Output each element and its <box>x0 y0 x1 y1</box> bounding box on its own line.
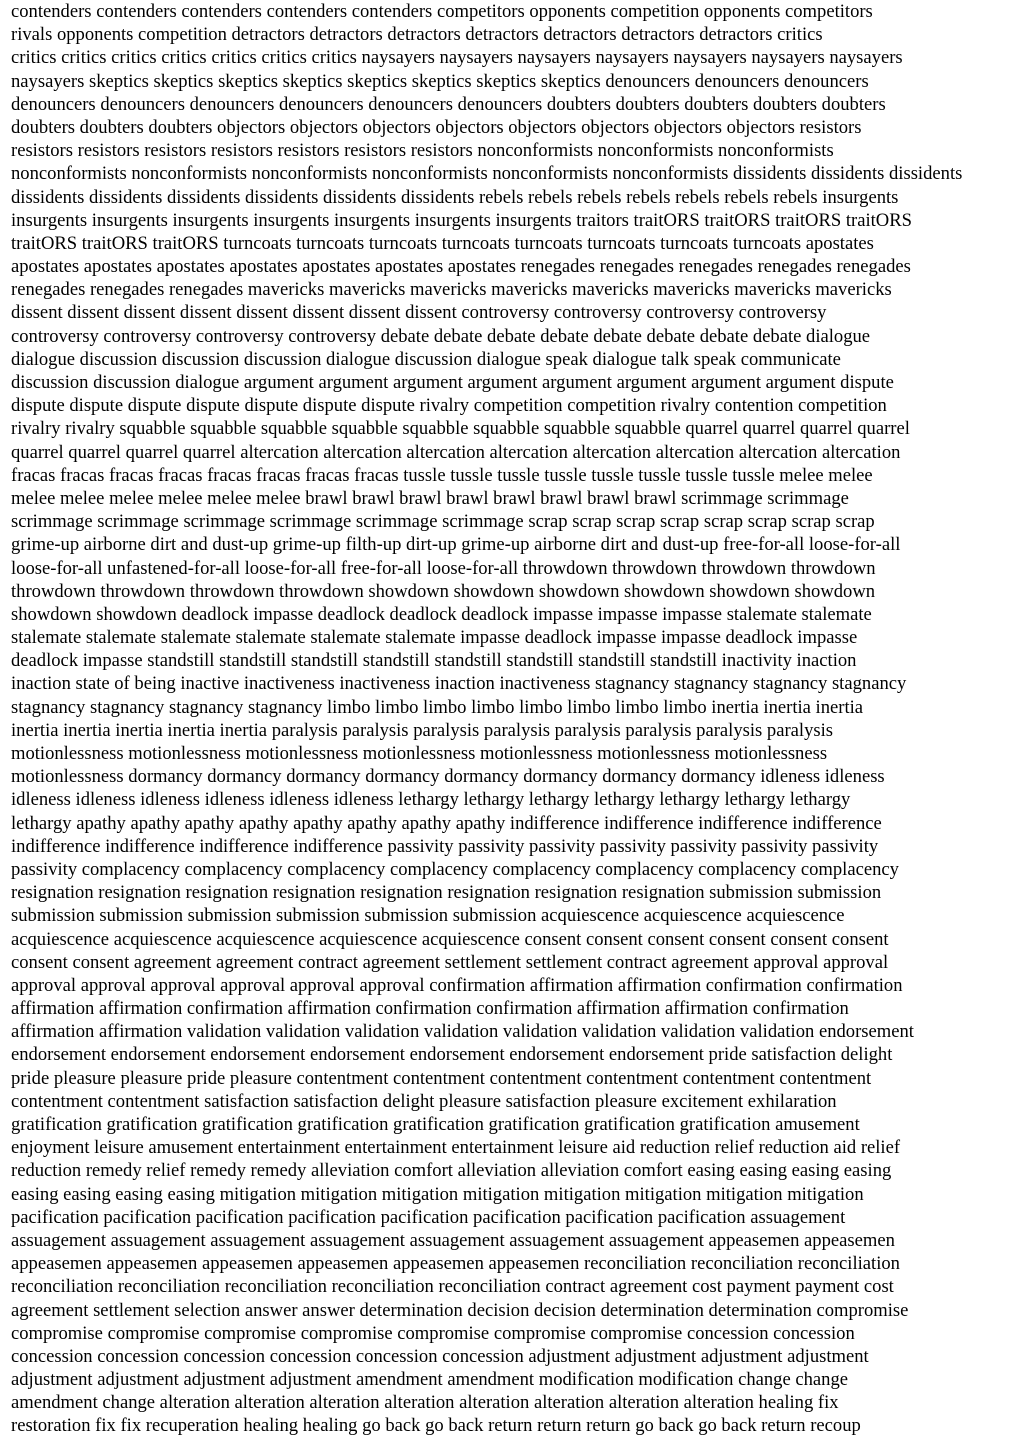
text-line: amendment change alteration alteration alteration alteration alteration alteration alteration alteration healing fix <box>11 1392 839 1414</box>
text-line: rivals opponents competition detractors detractors detractors detractors detractors detractors detractors critics <box>11 24 823 46</box>
text-line: concession concession concession concession concession concession adjustment adjustment adjustment adjustment <box>11 1345 869 1367</box>
text-line: deadlock impasse standstill standstill standstill standstill standstill standstill standstill standstill inactivity inaction <box>11 650 857 672</box>
text-line: controversy controversy controversy controversy debate debate debate debate debate debate debate debate dialogue <box>11 325 871 347</box>
text-line: consent consent agreement agreement contract agreement settlement settlement contract agreement approval approval <box>11 951 889 973</box>
text-line: traitORS traitORS traitORS turncoats turncoats turncoats turncoats turncoats turncoats turncoats turncoats apostates <box>11 232 874 254</box>
text-line: resistors resistors resistors resistors resistors resistors resistors nonconformists nonconformists nonconformists <box>11 140 834 162</box>
text-line: lethargy apathy apathy apathy apathy apathy apathy apathy apathy indifference indifference indifference indifference <box>11 812 882 834</box>
text-line: gratification gratification gratification gratification gratification gratification gratification gratification amusement <box>11 1114 860 1135</box>
text-line: inaction state of being inactive inactiveness inactiveness inaction inactiveness stagnancy stagnancy stagnancy stagnancy <box>11 673 907 695</box>
text-line: inertia inertia inertia inertia inertia paralysis paralysis paralysis paralysis paralysis paralysis paralysis paralysis <box>11 719 834 741</box>
text-line: pride pleasure pleasure pride pleasure contentment contentment contentment contentment contentment contentment <box>11 1067 872 1089</box>
text-line: adjustment adjustment adjustment adjustment amendment amendment modification modification change change <box>11 1369 849 1391</box>
text-line: agreement settlement selection answer answer determination decision decision determination determination compromise <box>11 1299 909 1321</box>
text-line: easing easing easing easing mitigation mitigation mitigation mitigation mitigation mitigation mitigation mitigation <box>11 1183 864 1205</box>
text-line: assuagement assuagement assuagement assuagement assuagement assuagement assuagement appeasemen appeasemen <box>11 1229 895 1251</box>
text-line: compromise compromise compromise compromise compromise compromise compromise concession concession <box>11 1322 855 1344</box>
text-line: apostates apostates apostates apostates apostates apostates apostates renegades renegades renegades renegades renegades <box>11 256 911 278</box>
text-line: quarrel quarrel quarrel quarrel altercation altercation altercation altercation altercation altercation altercation altercation <box>11 441 901 463</box>
text-line: showdown showdown deadlock impasse deadlock deadlock deadlock impasse impasse impasse stalemate stalemate <box>11 603 872 625</box>
text-line: enjoyment leisure amusement entertainment entertainment entertainment leisure aid reduction relief reduction aid relief <box>11 1137 901 1159</box>
text-line: critics critics critics critics critics critics critics naysayers naysayers naysayers naysayers naysayers naysayers naysayers <box>11 47 903 69</box>
text-line: motionlessness dormancy dormancy dormancy dormancy dormancy dormancy dormancy dormancy idleness idleness <box>11 766 885 788</box>
text-line: fracas fracas fracas fracas fracas fracas fracas fracas tussle tussle tussle tussle tussle tussle tussle tussle melee melee <box>11 464 873 486</box>
text-line: reduction remedy relief remedy remedy alleviation comfort alleviation alleviation comfort easing easing easing easing <box>11 1160 892 1182</box>
text-line: acquiescence acquiescence acquiescence acquiescence acquiescence consent consent consent consent consent consent <box>11 928 889 950</box>
text-line: submission submission submission submission submission submission acquiescence acquiescence acquiescence <box>11 905 845 927</box>
text-line: dialogue discussion discussion discussion dialogue discussion dialogue speak dialogue talk speak communicate <box>11 348 841 370</box>
text-line: appeasemen appeasemen appeasemen appeasemen appeasemen appeasemen reconciliation reconciliation reconciliation <box>11 1253 900 1275</box>
text-line: endorsement endorsement endorsement endorsement endorsement endorsement endorsement pride satisfaction delight <box>11 1044 893 1066</box>
text-line: grime-up airborne dirt and dust-up grime-up filth-up dirt-up grime-up airborne dirt and dust-up free-for-all loose-for-all <box>11 534 901 556</box>
text-line: scrimmage scrimmage scrimmage scrimmage scrimmage scrimmage scrap scrap scrap scrap scrap scrap scrap scrap <box>11 511 875 533</box>
text-line: contentment contentment satisfaction satisfaction delight pleasure satisfaction pleasure excitement exhilaration <box>11 1090 837 1112</box>
text-line: stalemate stalemate stalemate stalemate stalemate stalemate impasse deadlock impasse impasse deadlock impasse <box>11 627 858 649</box>
text-line: melee melee melee melee melee melee brawl brawl brawl brawl brawl brawl brawl brawl scrimmage scrimmage <box>11 487 849 509</box>
text-line: indifference indifference indifference indifference passivity passivity passivity passivity passivity passivity passivity <box>11 835 879 857</box>
text-line: dispute dispute dispute dispute dispute dispute dispute rivalry competition competition rivalry contention competition <box>11 395 887 417</box>
text-line: rivalry rivalry squabble squabble squabble squabble squabble squabble squabble squabble quarrel quarrel quarrel quarrel <box>11 418 910 440</box>
text-line: dissent dissent dissent dissent dissent dissent dissent dissent controversy controversy controversy controversy <box>11 302 827 324</box>
text-line: discussion discussion dialogue argument argument argument argument argument argument argument argument dispute <box>11 372 894 393</box>
text-line: denouncers denouncers denouncers denouncers denouncers denouncers doubters doubters doubters doubters doubters <box>11 93 886 115</box>
text-line: restoration fix fix recuperation healing healing go back go back return return return go back go back return recoup <box>11 1415 861 1437</box>
text-line: doubters doubters doubters objectors objectors objectors objectors objectors objectors objectors objectors resistors <box>11 116 862 138</box>
text-line: resignation resignation resignation resignation resignation resignation resignation resignation submission submission <box>11 882 882 904</box>
text-line: naysayers skeptics skeptics skeptics skeptics skeptics skeptics skeptics skeptics denouncers denouncers denouncers <box>11 70 869 92</box>
text-line: dissidents dissidents dissidents dissidents dissidents dissidents rebels rebels rebels rebels rebels rebels rebels insurgents <box>11 186 899 208</box>
text-line: throwdown throwdown throwdown throwdown showdown showdown showdown showdown showdown showdown <box>11 580 876 602</box>
text-line: reconciliation reconciliation reconciliation reconciliation reconciliation contract agreement cost payment payment cost <box>11 1276 894 1298</box>
text-line: loose-for-all unfastened-for-all loose-for-all free-for-all loose-for-all throwdown throwdown throwdown throwdown <box>11 557 876 579</box>
text-line: renegades renegades renegades mavericks mavericks mavericks mavericks mavericks mavericks mavericks mavericks <box>11 279 892 301</box>
text-line: passivity complacency complacency complacency complacency complacency complacency complacency complacency <box>11 858 899 880</box>
text-line: insurgents insurgents insurgents insurgents insurgents insurgents insurgents traitors traitORS traitORS traitORS traitORS <box>11 209 912 231</box>
text-line: pacification pacification pacification pacification pacification pacification pacification pacification assuagement <box>11 1206 846 1228</box>
text-line: idleness idleness idleness idleness idleness idleness lethargy lethargy lethargy lethargy lethargy lethargy lethargy <box>11 789 851 811</box>
text-line: approval approval approval approval approval approval confirmation affirmation affirmation confirmation confirmation <box>11 974 903 996</box>
text-line: motionlessness motionlessness motionlessness motionlessness motionlessness motionlessness motionlessness <box>11 743 828 764</box>
text-line: nonconformists nonconformists nonconformists nonconformists nonconformists nonconformists dissidents dissidents dissidents <box>11 163 963 185</box>
text-line: stagnancy stagnancy stagnancy stagnancy limbo limbo limbo limbo limbo limbo limbo limbo inertia inertia inertia <box>11 696 864 718</box>
text-line: affirmation affirmation validation validation validation validation validation validation validation validation endorsement <box>11 1021 914 1043</box>
text-line: contenders contenders contenders contenders contenders competitors opponents competition opponents competitors <box>11 1 873 22</box>
text-line: affirmation affirmation confirmation affirmation confirmation confirmation affirmation affirmation confirmation <box>11 998 849 1020</box>
